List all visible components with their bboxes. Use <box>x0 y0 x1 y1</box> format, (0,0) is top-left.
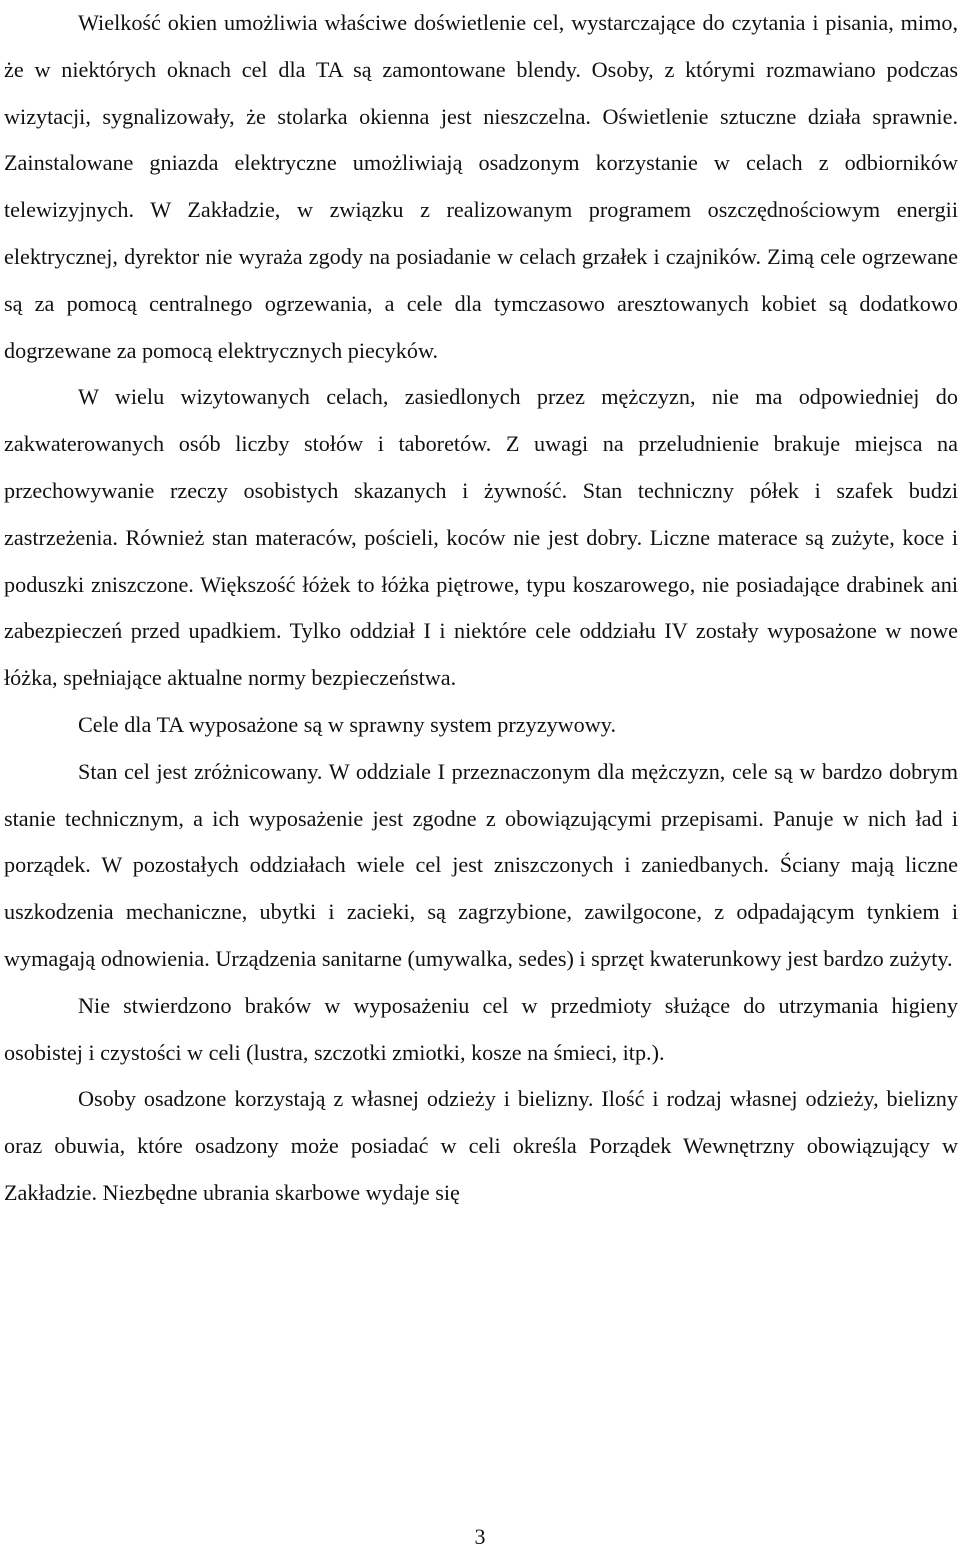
paragraph-window-lighting: Wielkość okien umożliwia właściwe doświetlenie cel, wystarczające do czytania i pisania, mimo, że w niektórych oknach cel dla TA są zamontowane blendy. Osoby, z którymi rozmawiano podczas wizytacji, sygnalizowały, że stolarka okienna jest nieszczelna. Oświetlenie sztuczne działa sprawnie. Zainstalowane gniazda elektryczne umożliwiają osadzonym korzystanie w celach z odbiorników telewizyjnych. W Zakładzie, w związku z realizowanym programem oszczędnościowym energii elektrycznej, dyrektor nie wyraża zgody na posiadanie w celach grzałek i czajników. Zimą cele ogrzewane są za pomocą centralnego ogrzewania, a cele dla tymczasowo aresztowanych kobiet są dodatkowo dogrzewane za pomocą elektrycznych piecyków. <box>4 10 958 363</box>
paragraph-cell-furnishings: W wielu wizytowanych celach, zasiedlonych przez mężczyzn, nie ma odpowiedniej do zakwaterowanych osób liczby stołów i taboretów. Z uwagi na przeludnienie brakuje miejsca na przechowywanie rzeczy osobistych skazanych i żywność. Stan techniczny półek i szafek budzi zastrzeżenia. Również stan materaców, pościeli, koców nie jest dobry. Liczne materace są zużyte, koce i poduszki zniszczone. Większość łóżek to łóżka piętrowe, typu koszarowego, nie posiadające drabinek ani zabezpieczeń przed upadkiem. Tylko oddział I i niektóre cele oddziału IV zostały wyposażone w nowe łóżka, spełniające aktualne normy bezpieczeństwa. <box>4 384 958 691</box>
page-number: 3 <box>474 1524 486 1549</box>
document-page <box>4 0 958 1217</box>
paragraph-clothing: Osoby osadzone korzystają z własnej odzieży i bielizny. Ilość i rodzaj własnej odzieży, bielizny oraz obuwia, które osadzony może posiadać w celi określa Porządek Wewnętrzny obowiązujący w Zakładzie. Niezbędne ubrania skarbowe wydaje się <box>4 1086 958 1205</box>
paragraph-call-system: Cele dla TA wyposażone są w sprawny system przyzywowy. <box>78 711 617 737</box>
paragraph-hygiene-items: Nie stwierdzono braków w wyposażeniu cel w przedmioty służące do utrzymania higieny osobistej i czystości w celi (lustra, szczotki zmiotki, kosze na śmieci, itp.). <box>4 992 958 1065</box>
paragraph-cell-condition: Stan cel jest zróżnicowany. W oddziale I przeznaczonym dla mężczyzn, cele są w bardzo dobrym stanie technicznym, a ich wyposażenie jest zgodne z obowiązującymi przepisami. Panuje w nich ład i porządek. W pozostałych oddziałach wiele cel jest zniszczonych i zaniedbanych. Ściany mają liczne uszkodzenia mechaniczne, ubytki i zacieki, są zagrzybione, zawilgocone, z odpadającym tynkiem i wymagają odnowienia. Urządzenia sanitarne (umywalka, sedes) i sprzęt kwaterunkowy jest bardzo zużyty. <box>4 758 958 971</box>
